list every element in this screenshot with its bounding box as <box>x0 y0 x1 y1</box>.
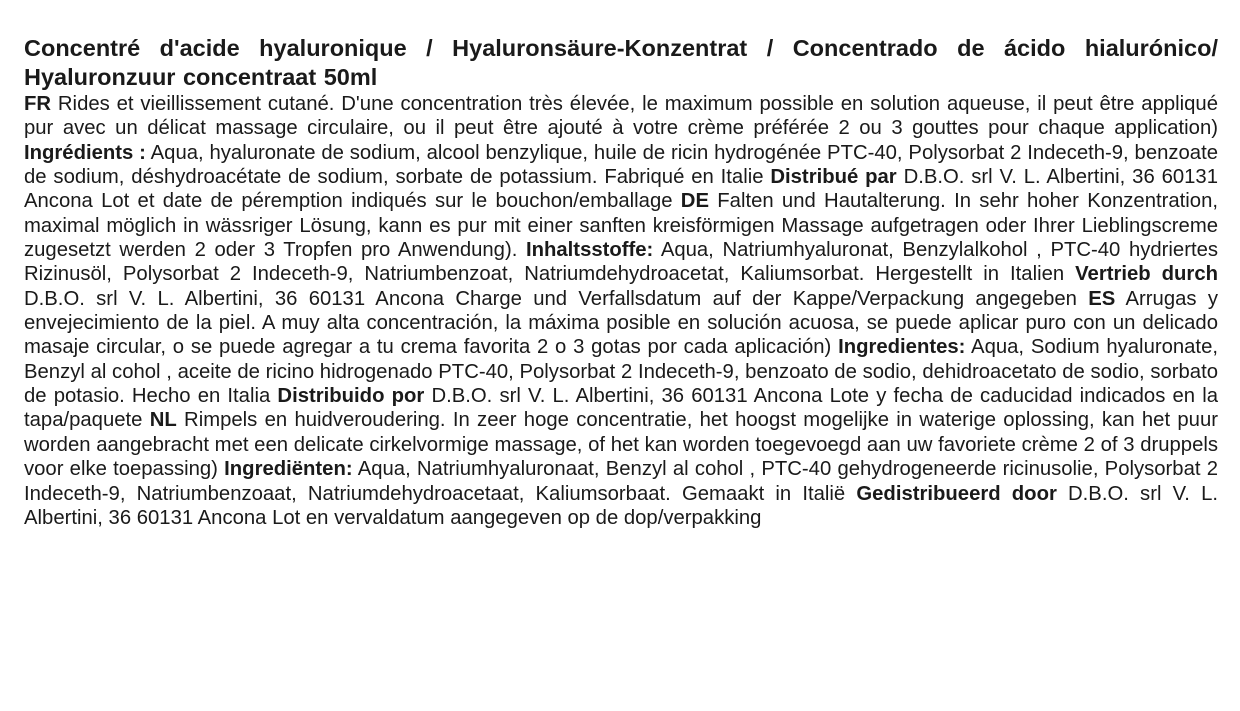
es-distributor-label: Distribuido por <box>277 385 425 408</box>
de-distributor-label: Vertrieb durch <box>1075 263 1218 286</box>
fr-description: Rides et vieillissement cutané. D'une concentration très élevée, le maximum possible en solution aqueuse, il peut être appliqué pur avec un délicat massage circulaire, ou il peut être ajouté à votre crème préférée 2 ou 3 gouttes pour chaque application) <box>24 93 1218 140</box>
product-label <box>24 34 1218 530</box>
de-description: Falten und Hautalterung. In sehr hoher Konzentration, maximal möglich in wässriger Lösung, kann es pur mit einer sanften kreisförmigen Massage aufgetragen oder Ihrer Lieblingscreme zugesetzt werden 2 oder 3 Tropfen pro Anwendung). <box>24 190 1218 262</box>
language-code-nl: NL <box>149 409 177 432</box>
nl-ingredients-label: Ingrediënten: <box>224 458 353 481</box>
de-ingredients-label: Inhaltsstoffe: <box>525 239 654 262</box>
fr-distributor: D.B.O. srl V. L. Albertini, 36 60131 Ancona Lot et date de péremption indiqués sur le bouchon/emballage <box>24 166 1218 213</box>
es-ingredients: Aqua, Sodium hyaluronate, Benzyl al cohol , aceite de ricino hidrogenado PTC-40, Polysorbat 2 Indeceth-9, benzoato de sodio, dehidroacetato de sodio, sorbato de potasio. Hecho en Italia <box>24 336 1218 408</box>
product-description <box>24 92 1218 530</box>
product-title: Concentré d'acide hyaluronique / Hyaluronsäure-Konzentrat / Concentrado de ácido hialurónico/ Hyaluronzuur concentraat 50ml <box>24 35 1218 90</box>
nl-distributor: D.B.O. srl V. L. Albertini, 36 60131 Ancona Lot en vervaldatum aangegeven op de dop/verpakking <box>24 482 1218 529</box>
fr-distributor-label: Distribué par <box>770 166 897 189</box>
language-code-es: ES <box>1088 287 1116 310</box>
de-distributor: D.B.O. srl V. L. Albertini, 36 60131 Ancona Charge und Verfallsdatum auf der Kappe/Verpackung angegeben <box>24 287 1089 310</box>
fr-ingredients: Aqua, hyaluronate de sodium, alcool benzylique, huile de ricin hydrogénée PTC-40, Polysorbat 2 Indeceth-9, benzoate de sodium, déshydroacétate de sodium, sorbate de potassium. Fabriqué en Italie <box>24 141 1218 189</box>
nl-distributor-label: Gedistribueerd door <box>856 482 1057 505</box>
es-description: Arrugas y envejecimiento de la piel. A muy alta concentración, la máxima posible en solución acuosa, se puede aplicar puro con un delicado masaje circular, o se puede agregar a tu crema favorita 2 o 3 gotas por cada aplicación) <box>24 287 1218 359</box>
language-code-fr: FR <box>24 93 52 115</box>
es-distributor: D.B.O. srl V. L. Albertini, 36 60131 Ancona Lote y fecha de caducidad indicados en la tapa/paquete <box>24 385 1219 432</box>
language-code-de: DE <box>680 190 709 213</box>
nl-ingredients: Aqua, Natriumhyaluronaat, Benzyl al cohol , PTC-40 gehydrogeneerde ricinusolie, Polysorbat 2 Indeceth-9, Natriumbenzoaat, Natriumdehydroacetaat, Kaliumsorbaat. Gemaakt in Italië <box>24 458 1218 505</box>
fr-ingredients-label: Ingrédients : <box>24 141 146 164</box>
nl-description: Rimpels en huidveroudering. In zeer hoge concentratie, het hoogst mogelijke in waterige oplossing, kan het puur worden aangebracht met een delicate cirkelvormige massage, of het kan worden toegevoegd aan uw favoriete crème 2 of 3 druppels voor elke toepassing) <box>24 409 1218 481</box>
de-ingredients: Aqua, Natriumhyaluronat, Benzylalkohol , PTC-40 hydriertes Rizinusöl, Polysorbat 2 Indeceth-9, Natriumbenzoat, Natriumdehydroacetat, Kaliumsorbat. Hergestellt in Italien <box>24 239 1218 286</box>
es-ingredients-label: Ingredientes: <box>838 336 966 359</box>
